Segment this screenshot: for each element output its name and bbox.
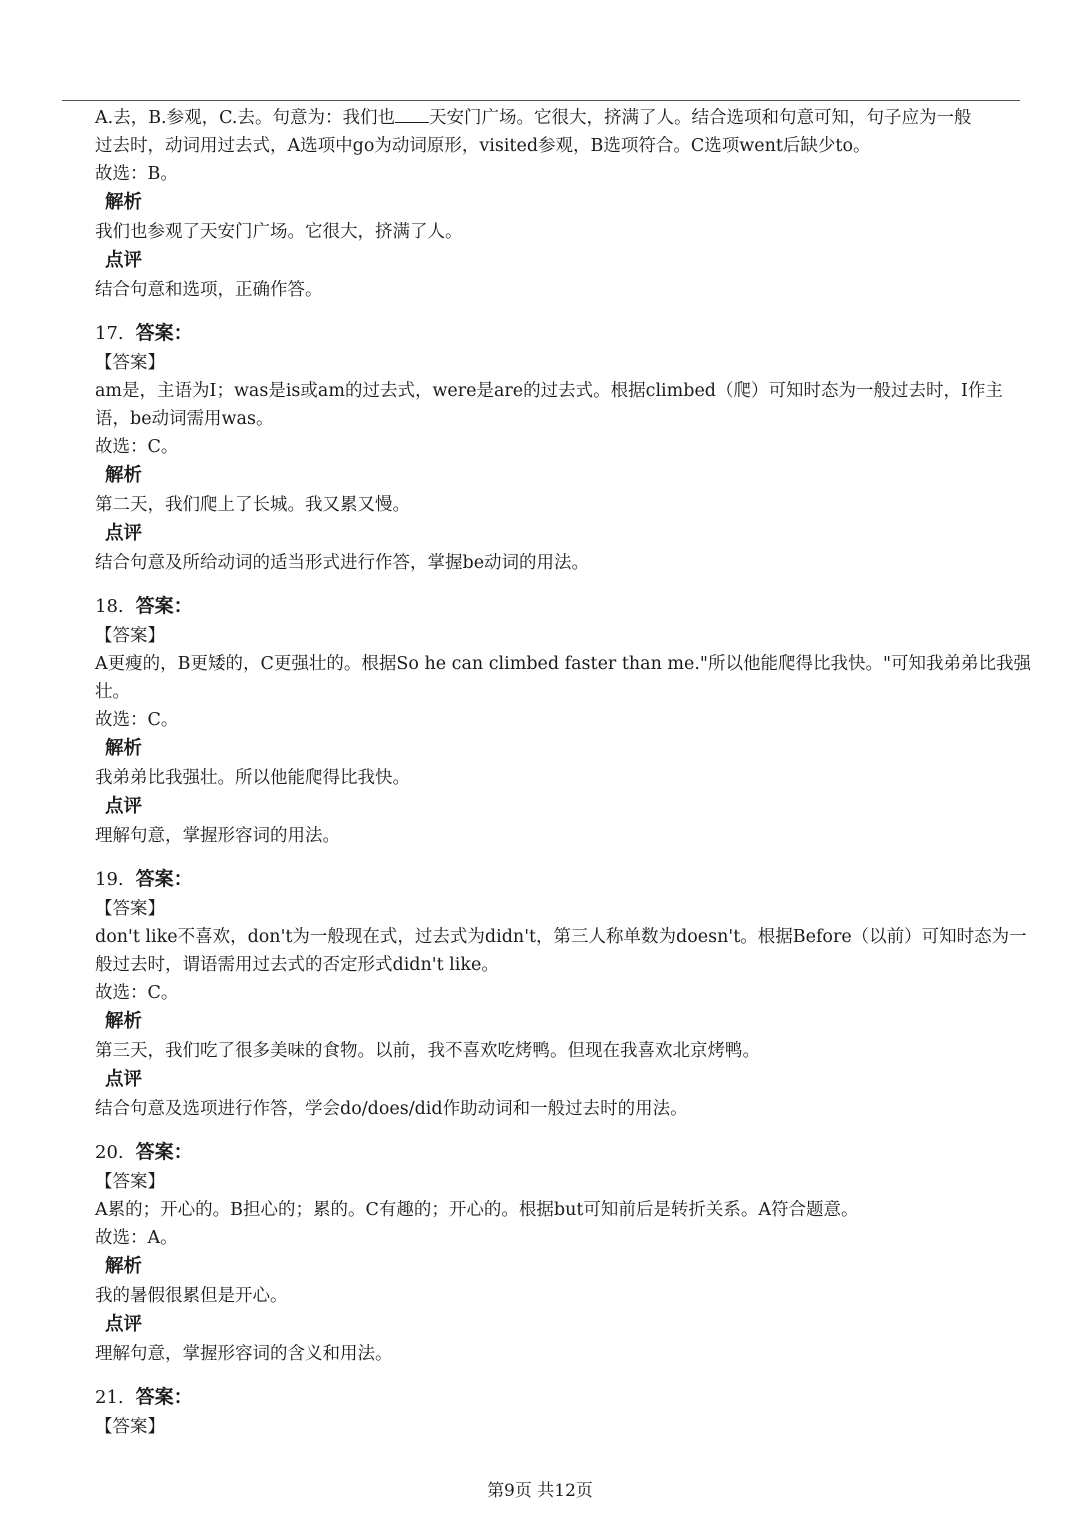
- page-footer: 第9页 共12页: [487, 1481, 593, 1501]
- section-heading-dianping: 点评: [105, 1314, 143, 1335]
- choice-line: 故选：C。: [95, 983, 179, 1003]
- answer-tag: 【答案】: [95, 353, 165, 373]
- choice-line: 故选：C。: [95, 710, 179, 730]
- text-line: 结合句意和选项，正确作答。: [95, 280, 323, 300]
- text-line: A.去，B.参观，C.去。句意为：我们也 天安门广场。它很大，挤满了人。结合选项和句意可知，句子应为一般: [95, 108, 972, 128]
- section-heading-jiexi: 解析: [105, 1011, 143, 1032]
- text-line: am是，主语为I；was是is或am的过去式，were是are的过去式。根据climbed（爬）可知时态为一般过去时，I作主: [95, 381, 1003, 401]
- section-heading-jiexi: 解析: [105, 738, 143, 759]
- question-heading-20: 20. 答案：: [95, 1141, 193, 1163]
- text-line: 我弟弟比我强壮。所以他能爬得比我快。: [95, 768, 410, 788]
- text-line: A累的；开心的。B担心的；累的。C有趣的；开心的。根据but可知前后是转折关系。A符合题意。: [95, 1200, 859, 1220]
- section-heading-dianping: 点评: [105, 1069, 143, 1090]
- answer-tag: 【答案】: [95, 899, 165, 919]
- text-line: 结合句意及选项进行作答，学会do/does/did作助动词和一般过去时的用法。: [95, 1099, 688, 1119]
- fill-blank: [395, 108, 429, 123]
- choice-line: 故选：C。: [95, 437, 179, 457]
- section-heading-dianping: 点评: [105, 796, 143, 817]
- text-line: 过去时，动词用过去式，A选项中go为动词原形，visited参观，B选项符合。C选项went后缺少to。: [95, 136, 871, 156]
- choice-line: 故选：B。: [95, 164, 178, 184]
- answer-tag: 【答案】: [95, 626, 165, 646]
- text-line: 我的暑假很累但是开心。: [95, 1286, 288, 1306]
- choice-line: 故选：A。: [95, 1228, 178, 1248]
- text-line: 第三天，我们吃了很多美味的食物。以前，我不喜欢吃烤鸭。但现在我喜欢北京烤鸭。: [95, 1041, 760, 1061]
- text-line: 第二天，我们爬上了长城。我又累又慢。: [95, 495, 410, 515]
- question-heading-17: 17. 答案：: [95, 322, 193, 344]
- question-heading-21: 21. 答案：: [95, 1386, 193, 1408]
- section-heading-jiexi: 解析: [105, 1256, 143, 1277]
- text-line: don't like不喜欢，don't为一般现在式，过去式为didn't，第三人称单数为doesn't。根据Before（以前）可知时态为一: [95, 927, 1027, 947]
- answer-tag: 【答案】: [95, 1417, 165, 1437]
- header-rule: [62, 100, 1020, 101]
- text-line: 我们也参观了天安门广场。它很大，挤满了人。: [95, 222, 463, 242]
- page-content: [95, 104, 1040, 1441]
- text-line: 壮。: [95, 682, 130, 702]
- text-line: 结合句意及所给动词的适当形式进行作答，掌握be动词的用法。: [95, 553, 590, 573]
- text-line: 语，be动词需用was。: [95, 409, 274, 429]
- answer-tag: 【答案】: [95, 1172, 165, 1192]
- question-heading-19: 19. 答案：: [95, 868, 193, 890]
- section-heading-jiexi: 解析: [105, 465, 143, 486]
- section-heading-jiexi: 解析: [105, 192, 143, 213]
- section-heading-dianping: 点评: [105, 250, 143, 271]
- text-line: A更瘦的，B更矮的，C更强壮的。根据So he can climbed faster than me."所以他能爬得比我快。"可知我弟弟比我强: [95, 654, 1032, 674]
- text-line: 理解句意，掌握形容词的用法。: [95, 826, 340, 846]
- section-heading-dianping: 点评: [105, 523, 143, 544]
- text-line: 理解句意，掌握形容词的含义和用法。: [95, 1344, 393, 1364]
- text-line: 般过去时，谓语需用过去式的否定形式didn't like。: [95, 955, 499, 975]
- question-heading-18: 18. 答案：: [95, 595, 193, 617]
